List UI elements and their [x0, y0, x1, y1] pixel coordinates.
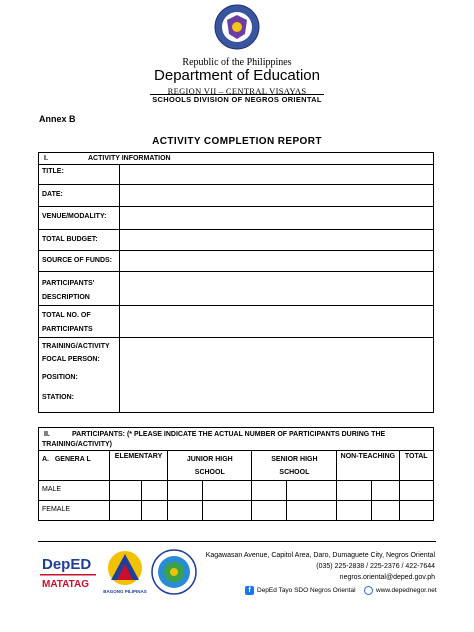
deped-logo-text: DepED [42, 556, 92, 573]
region-text: REGION VII – CENTRAL VISAYAS [167, 86, 307, 96]
date-label: DATE: [39, 185, 120, 207]
sdo-negros-oriental-logo [151, 549, 197, 595]
total-col-header: TOTAL [399, 451, 434, 481]
elementary-col-header: ELEMENTARY [110, 451, 168, 481]
section2-heading: PARTICIPANTS: (* PLEASE INDICATE THE ACTUAL NUMBER OF PARTICIPANTS DURING THE TRAINING/ACTIVITY) [42, 431, 386, 448]
republic-text: Republic of the Philippines [182, 57, 292, 68]
participants-description-field[interactable] [120, 272, 434, 306]
male-cell[interactable] [110, 481, 142, 501]
report-title: ACTIVITY COMPLETION REPORT [152, 136, 322, 147]
facebook-text: DepEd Tayo SDO Negros Oriental [257, 587, 356, 594]
deped-matatag-logo [40, 552, 96, 592]
nonteaching-col-header: NON-TEACHING [337, 451, 399, 481]
focal-person-cell [39, 338, 120, 413]
position-label: POSITION: [42, 374, 78, 381]
title-field[interactable] [120, 165, 434, 185]
male-cell[interactable] [252, 481, 287, 501]
col-general-label: GENERA L [54, 456, 91, 463]
venue-field[interactable] [120, 207, 434, 230]
male-cell[interactable] [287, 481, 337, 501]
focal-person-field[interactable] [120, 338, 434, 413]
bagong-pilipinas-logo [103, 548, 147, 596]
footer-email[interactable]: negros.oriental@deped.gov.ph [339, 574, 435, 581]
source-of-funds-label: SOURCE OF FUNDS: [39, 251, 120, 272]
total-participants-label: TOTAL NO. OF PARTICIPANTS [39, 306, 120, 338]
focal-person-label: TRAINING/ACTIVITY FOCAL PERSON: [42, 343, 110, 363]
budget-field[interactable] [120, 230, 434, 251]
section2-header [39, 428, 434, 451]
female-cell[interactable] [168, 501, 203, 521]
total-participants-field[interactable] [120, 306, 434, 338]
male-cell[interactable] [337, 481, 372, 501]
female-total-cell[interactable] [399, 501, 434, 521]
footer-contact [206, 550, 435, 583]
division-text: SCHOOLS DIVISION OF NEGROS ORIENTAL [152, 95, 322, 104]
female-cell[interactable] [110, 501, 142, 521]
male-cell[interactable] [203, 481, 252, 501]
jhs-col-header: JUNIOR HIGH SCHOOL [168, 451, 252, 481]
title-label: TITLE: [39, 165, 120, 185]
male-cell[interactable] [142, 481, 168, 501]
facebook-icon: f [245, 586, 254, 595]
participants-table [38, 427, 434, 521]
section1-number: I. [44, 155, 48, 162]
section2-number: II. [44, 431, 50, 438]
matatag-logo-text: MATATAG [42, 579, 90, 590]
bagong-label: BAGONG PILIPINAS [103, 589, 147, 594]
footer-divider [38, 541, 436, 542]
venue-label: VENUE/MODALITY: [39, 207, 120, 230]
deped-seal-logo [214, 4, 260, 50]
general-col-header [39, 451, 110, 481]
annex-label: Annex B [39, 114, 76, 124]
website-link[interactable] [364, 586, 437, 595]
female-cell[interactable] [252, 501, 287, 521]
female-cell[interactable] [142, 501, 168, 521]
footer-address: Kagawasan Avenue, Capitol Area, Daro, Dumaguete City, Negros Oriental [205, 552, 435, 559]
male-cell[interactable] [372, 481, 399, 501]
male-cell[interactable] [168, 481, 203, 501]
date-field[interactable] [120, 185, 434, 207]
shs-col-header: SENIOR HIGH SCHOOL [252, 451, 337, 481]
globe-icon [364, 586, 373, 595]
section1-header [39, 153, 434, 165]
male-row-label: MALE [39, 481, 110, 501]
female-cell[interactable] [372, 501, 399, 521]
station-label: STATION: [42, 394, 75, 401]
female-cell[interactable] [337, 501, 372, 521]
section1-heading: ACTIVITY INFORMATION [88, 155, 171, 162]
male-total-cell[interactable] [399, 481, 434, 501]
participants-description-label: PARTICIPANTS' DESCRIPTION [39, 272, 120, 306]
female-row-label: FEMALE [39, 501, 110, 521]
col-a-label: A. [42, 456, 49, 463]
source-of-funds-field[interactable] [120, 251, 434, 272]
female-cell[interactable] [203, 501, 252, 521]
footer-phone: (035) 225-2838 / 225-2376 / 422-7644 [316, 563, 435, 570]
facebook-link[interactable] [245, 586, 356, 595]
department-name: Department of Education [154, 67, 320, 84]
female-cell[interactable] [287, 501, 337, 521]
budget-label: TOTAL BUDGET: [39, 230, 120, 251]
activity-info-table [38, 152, 434, 413]
website-text: www.depednegor.net [376, 587, 437, 594]
